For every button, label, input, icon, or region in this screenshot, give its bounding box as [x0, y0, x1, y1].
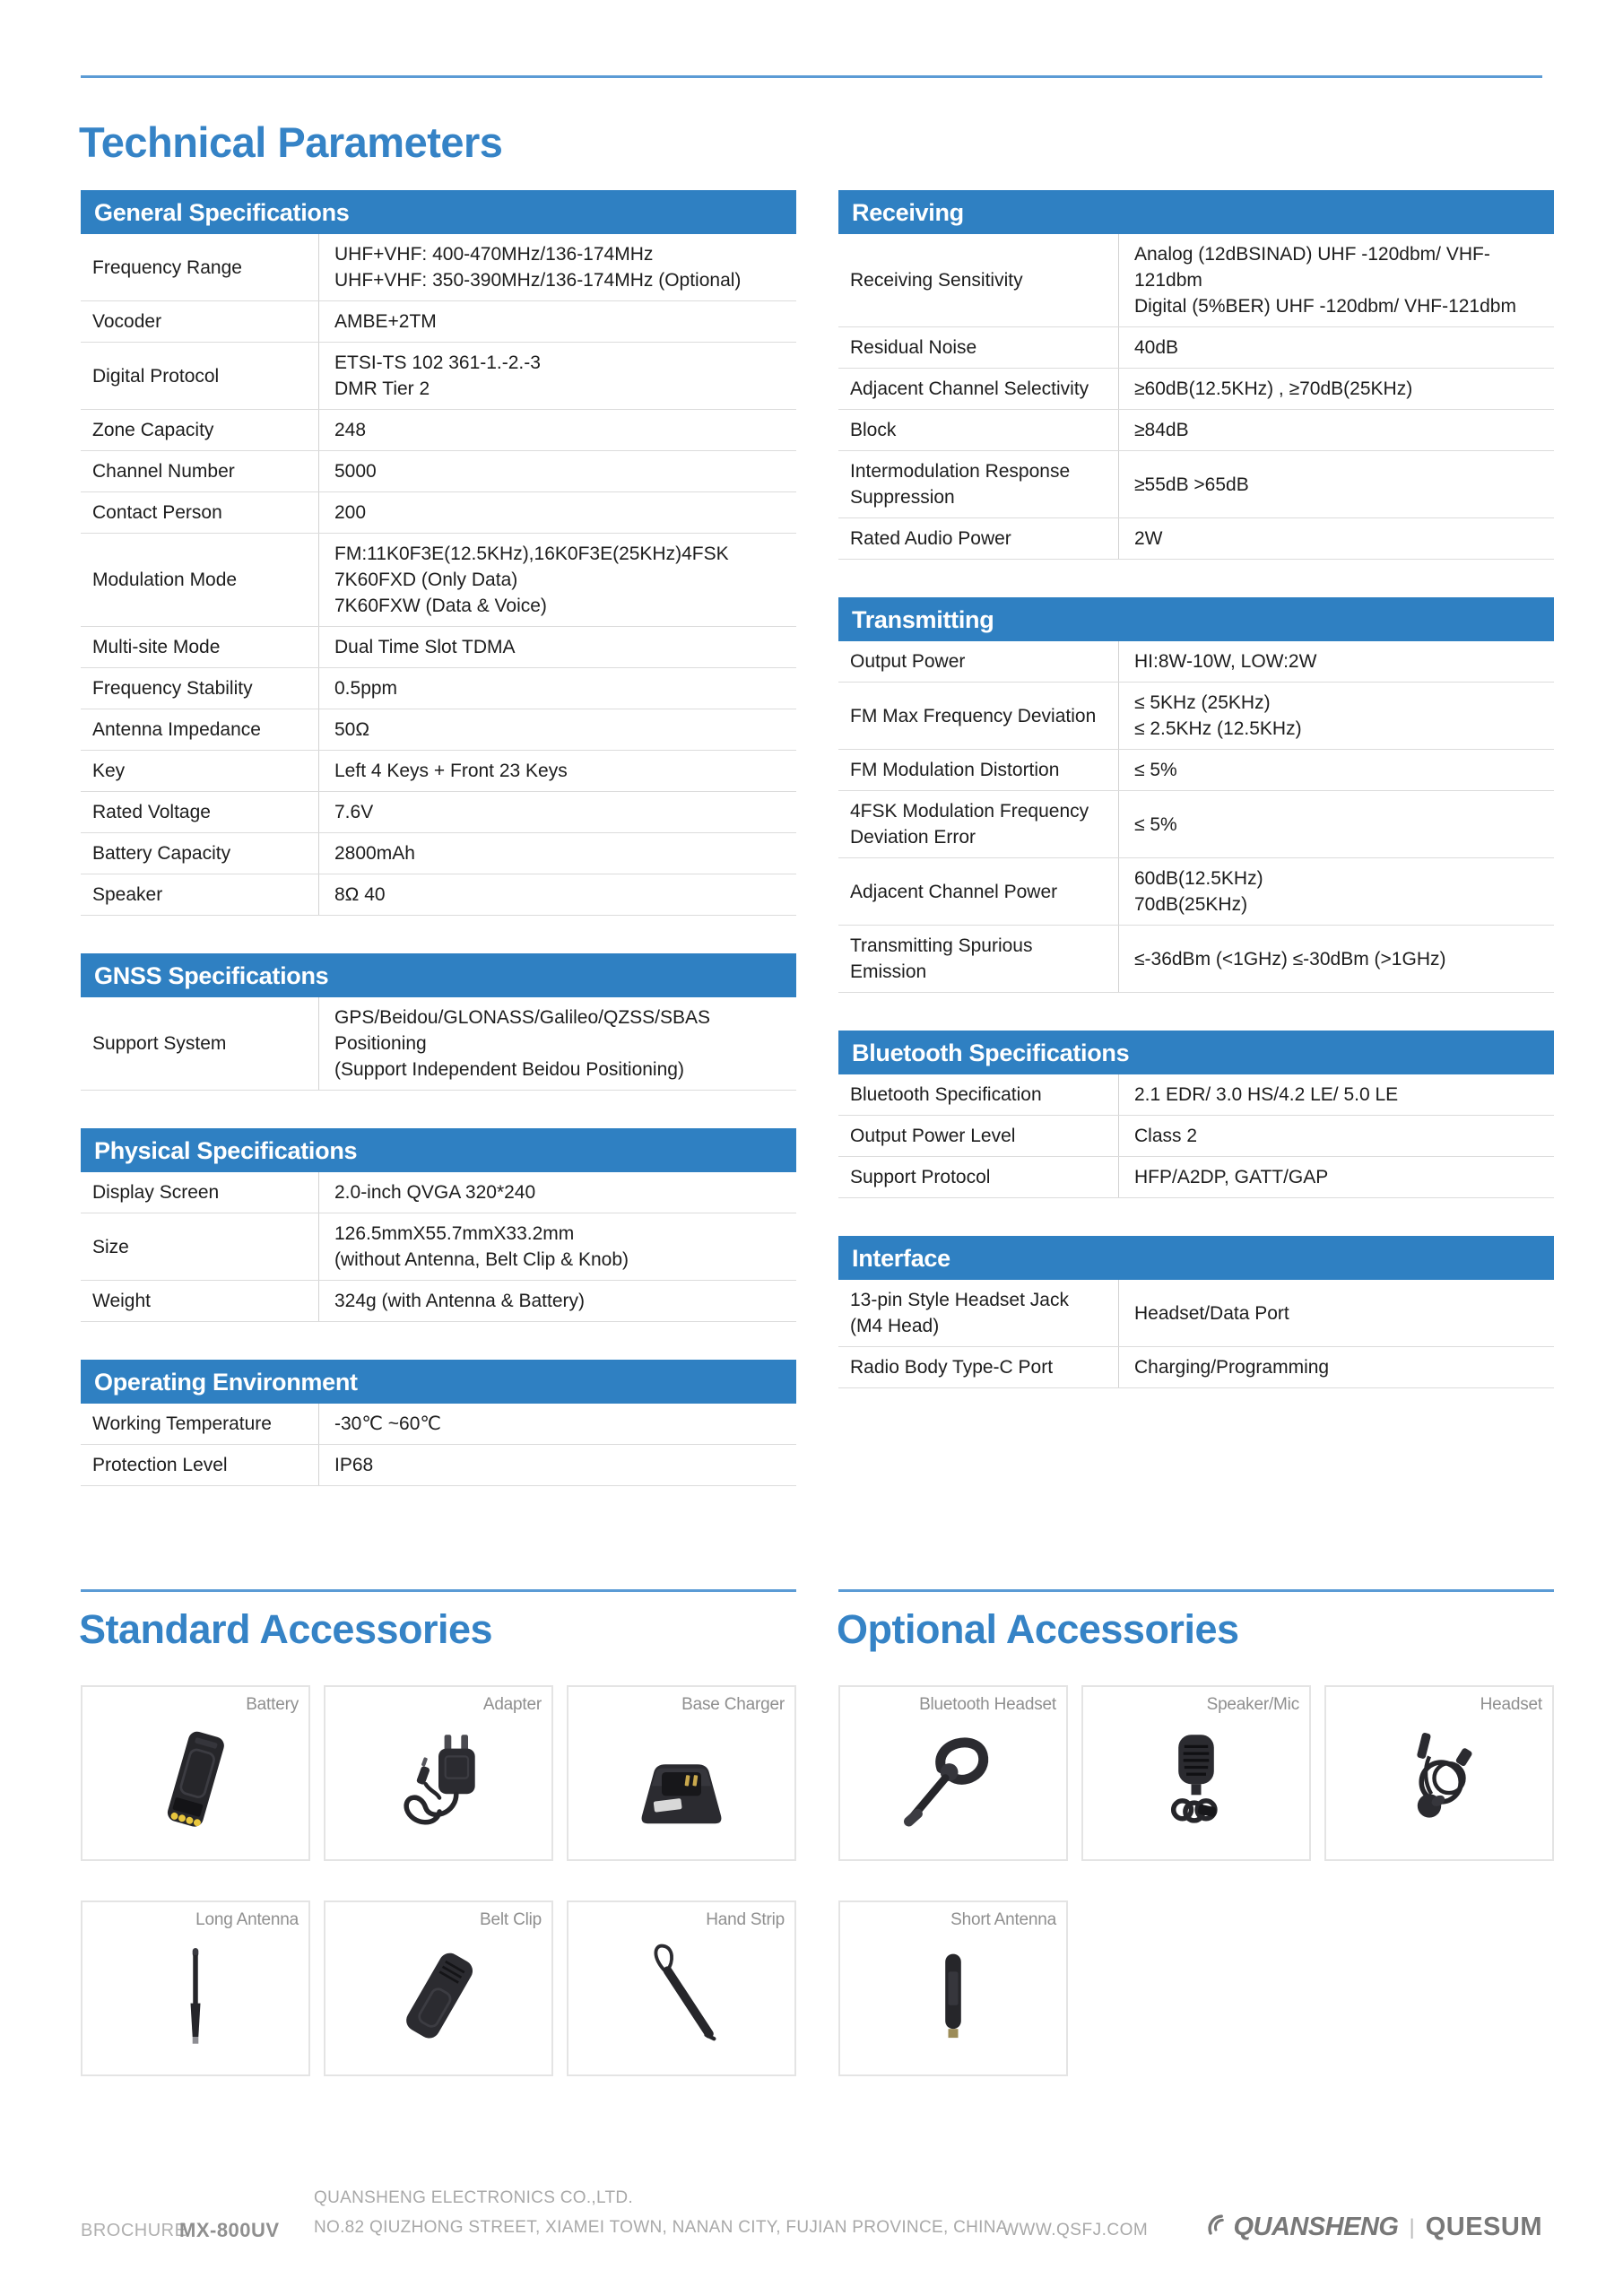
- accessory-label: Headset: [1480, 1695, 1542, 1714]
- spec-value-line: HFP/A2DP, GATT/GAP: [1134, 1167, 1329, 1187]
- spec-value-line: UHF+VHF: 350-390MHz/136-174MHz (Optional): [334, 270, 742, 291]
- accessory-card-belt-clip: [324, 1900, 553, 2076]
- spec-value-line: Digital (5%BER) UHF -120dbm/ VHF-121dbm: [1134, 296, 1516, 317]
- spec-value: [318, 751, 796, 791]
- spec-value-line: 7.6V: [334, 802, 374, 822]
- spec-value-line: DMR Tier 2: [334, 378, 430, 399]
- spec-label-line: Residual Noise: [850, 337, 977, 358]
- spec-row: [81, 234, 796, 301]
- website-url: WWW.QSFJ.COM: [1002, 2221, 1149, 2239]
- spec-row: [81, 451, 796, 492]
- spec-label: [81, 997, 318, 1090]
- spec-label-line: Deviation Error: [850, 827, 976, 848]
- spec-value: [318, 709, 796, 750]
- spec-value-line: HI:8W-10W, LOW:2W: [1134, 651, 1317, 672]
- spec-table: [81, 234, 796, 916]
- spec-value-line: 2800mAh: [334, 843, 415, 864]
- spec-table: [838, 1280, 1554, 1388]
- spec-label: [81, 668, 318, 709]
- brochure-label: BROCHURE: [81, 2221, 187, 2240]
- spec-label: [838, 234, 1118, 326]
- accessory-label: Adapter: [482, 1695, 542, 1714]
- spec-label-line: Multi-site Mode: [92, 637, 221, 657]
- spec-row: [81, 833, 796, 874]
- spec-label: [838, 683, 1118, 749]
- company-name: QUANSHENG ELECTRONICS CO.,LTD.: [314, 2188, 633, 2207]
- spec-value-line: 8Ω 40: [334, 884, 386, 905]
- spec-section-interface: [838, 1236, 1554, 1388]
- spec-value: [1118, 410, 1554, 450]
- spec-label-line: Frequency Stability: [92, 678, 253, 699]
- spec-label: [838, 369, 1118, 409]
- spec-row: [81, 410, 796, 451]
- spec-label-line: Battery Capacity: [92, 843, 231, 864]
- section-header: GNSS Specifications: [81, 953, 796, 997]
- spec-value: [1118, 750, 1554, 790]
- spec-row: [838, 1347, 1554, 1388]
- spec-value: [1118, 1116, 1554, 1156]
- spec-row: [81, 1404, 796, 1445]
- section-header: General Specifications: [81, 190, 796, 234]
- spec-label-line: Speaker: [92, 884, 163, 905]
- spec-label: [838, 1347, 1118, 1387]
- spec-label: [81, 833, 318, 874]
- brand-logos: [1202, 2212, 1542, 2243]
- spec-columns: [81, 190, 1554, 1524]
- spec-section-general-specifications: [81, 190, 796, 916]
- accessory-card-base-charger: [567, 1685, 796, 1861]
- spec-label-line: Suppression: [850, 487, 955, 508]
- spec-value: [1118, 1280, 1554, 1346]
- spec-row: [81, 1445, 796, 1486]
- spec-value: [1118, 369, 1554, 409]
- spec-label: [838, 410, 1118, 450]
- spec-value-line: ≤ 2.5KHz (12.5KHz): [1134, 718, 1302, 739]
- hand-strip-image: [568, 1924, 794, 2071]
- spec-label-line: Output Power: [850, 651, 966, 672]
- spec-value: [318, 492, 796, 533]
- spec-label: [81, 709, 318, 750]
- spec-value: [1118, 1157, 1554, 1197]
- spec-row: [81, 1172, 796, 1213]
- accessories-columns: [81, 1589, 1554, 2076]
- accessory-card-battery: [81, 1685, 310, 1861]
- spec-value-line: 40dB: [1134, 337, 1179, 358]
- spec-value-line: Left 4 Keys + Front 23 Keys: [334, 761, 568, 781]
- standard-accessories-section: [81, 1589, 796, 2076]
- spec-label: [81, 492, 318, 533]
- optional-accessories-section: [838, 1589, 1554, 2076]
- spec-value-line: 324g (with Antenna & Battery): [334, 1291, 585, 1311]
- spec-value-line: Class 2: [1134, 1126, 1198, 1146]
- spec-label-line: (M4 Head): [850, 1316, 940, 1336]
- accessory-card-short-antenna: [838, 1900, 1068, 2076]
- accessory-label: Short Antenna: [950, 1910, 1056, 1929]
- spec-label-line: Frequency Range: [92, 257, 242, 278]
- spec-value-line: ≤ 5%: [1134, 760, 1177, 780]
- spec-value-line: ≤ 5%: [1134, 813, 1177, 835]
- spec-label-line: Weight: [92, 1291, 151, 1311]
- spec-row: [838, 750, 1554, 791]
- spec-value: [318, 997, 796, 1090]
- spec-value-line: 5000: [334, 461, 377, 482]
- company-address: NO.82 QIUZHONG STREET, XIAMEI TOWN, NANAN CITY, FUJIAN PROVINCE, CHINA: [314, 2218, 1008, 2237]
- spec-label: [81, 1404, 318, 1444]
- spec-row: [838, 327, 1554, 369]
- spec-value: [318, 874, 796, 915]
- spec-value-line: 7K60FXD (Only Data): [334, 570, 518, 590]
- spec-section-gnss-specifications: [81, 953, 796, 1091]
- standard-accessories-grid: [81, 1685, 796, 2076]
- spec-label: [81, 627, 318, 667]
- spec-value: [1118, 641, 1554, 682]
- spec-section-operating-environment: [81, 1360, 796, 1486]
- spec-section-receiving: [838, 190, 1554, 560]
- accessory-label: Hand Strip: [706, 1910, 785, 1929]
- spec-label-line: Adjacent Channel Power: [850, 881, 1058, 902]
- spec-label: [81, 234, 318, 300]
- accessory-label: Speaker/Mic: [1206, 1695, 1299, 1714]
- accessory-card-speaker-mic: [1081, 1685, 1311, 1861]
- spec-label-line: Zone Capacity: [92, 420, 214, 440]
- spec-value: [1118, 926, 1554, 992]
- spec-label-line: Intermodulation Response: [850, 461, 1071, 482]
- spec-label-line: Rated Voltage: [92, 802, 211, 822]
- spec-row: [838, 791, 1554, 858]
- spec-value: [318, 1404, 796, 1444]
- accessory-card-bluetooth-headset: [838, 1685, 1068, 1861]
- spec-label-line: Support System: [92, 1033, 227, 1054]
- spec-value-line: FM:11K0F3E(12.5KHz),16K0F3E(25KHz)4FSK: [334, 544, 729, 564]
- spec-section-physical-specifications: [81, 1128, 796, 1322]
- spec-label: [81, 1172, 318, 1213]
- spec-value-line: 200: [334, 502, 367, 523]
- spec-value-line: UHF+VHF: 400-470MHz/136-174MHz: [334, 244, 654, 265]
- spec-value: [1118, 683, 1554, 749]
- spec-label: [81, 301, 318, 342]
- spec-label-line: Emission: [850, 961, 927, 982]
- spec-row: [81, 492, 796, 534]
- adapter-image: [325, 1709, 551, 1856]
- spec-value: [318, 627, 796, 667]
- spec-label: [838, 641, 1118, 682]
- spec-label: [81, 451, 318, 491]
- spec-value-line: ETSI-TS 102 361-1.-2.-3: [334, 352, 541, 373]
- spec-value: [318, 301, 796, 342]
- spec-value: [1118, 791, 1554, 857]
- spec-value-line: Dual Time Slot TDMA: [334, 637, 516, 657]
- spec-label: [838, 1157, 1118, 1197]
- spec-table: [81, 1172, 796, 1322]
- spec-label: [838, 791, 1118, 857]
- spec-row: [81, 301, 796, 343]
- spec-value: [318, 668, 796, 709]
- spec-value-line: AMBE+2TM: [334, 311, 437, 332]
- spec-value-line: 7K60FXW (Data & Voice): [334, 596, 547, 616]
- spec-label: [81, 343, 318, 409]
- spec-row: [838, 410, 1554, 451]
- spec-value: [318, 1281, 796, 1321]
- spec-value-line: ≥84dB: [1134, 420, 1189, 440]
- brand-separator: |: [1409, 2214, 1415, 2239]
- quesum-wordmark: QUESUM: [1425, 2213, 1542, 2241]
- spec-label-line: 13-pin Style Headset Jack: [850, 1290, 1069, 1310]
- page-footer: [81, 2187, 1542, 2267]
- spec-value-line: 2.1 EDR/ 3.0 HS/4.2 LE/ 5.0 LE: [1134, 1084, 1399, 1105]
- spec-row: [838, 369, 1554, 410]
- spec-value-line: ≤ 5KHz (25KHz): [1134, 692, 1271, 713]
- spec-table: [838, 1074, 1554, 1198]
- spec-label-line: 4FSK Modulation Frequency: [850, 801, 1089, 822]
- spec-value: [1118, 327, 1554, 368]
- spec-value-line: (without Antenna, Belt Clip & Knob): [334, 1249, 629, 1270]
- speaker-mic-image: [1083, 1709, 1309, 1856]
- spec-value-line: 2.0-inch QVGA 320*240: [334, 1182, 536, 1203]
- spec-label: [838, 750, 1118, 790]
- battery-image: [82, 1709, 308, 1856]
- spec-label-line: Modulation Mode: [92, 570, 238, 590]
- spec-label: [81, 751, 318, 791]
- spec-label: [81, 874, 318, 915]
- spec-label: [81, 1445, 318, 1485]
- spec-row: [81, 343, 796, 410]
- spec-table: [838, 234, 1554, 560]
- spec-value: [318, 792, 796, 832]
- spec-label-line: Radio Body Type-C Port: [850, 1357, 1054, 1378]
- spec-value: [1118, 234, 1554, 326]
- spec-label-line: Rated Audio Power: [850, 528, 1011, 549]
- spec-row: [81, 792, 796, 833]
- spec-value-line: (Support Independent Beidou Positioning): [334, 1059, 684, 1080]
- spec-row: [838, 451, 1554, 518]
- spec-value: [318, 410, 796, 450]
- spec-column-left: [81, 190, 796, 1524]
- section-header: Physical Specifications: [81, 1128, 796, 1172]
- short-antenna-image: [840, 1924, 1066, 2071]
- spec-label-line: Key: [92, 761, 126, 781]
- spec-label-line: Working Temperature: [92, 1413, 272, 1434]
- standard-accessories-rule: [81, 1589, 796, 1592]
- spec-value: [1118, 1074, 1554, 1115]
- spec-row: [81, 874, 796, 916]
- optional-accessories-title: Optional Accessories: [837, 1606, 1239, 1652]
- spec-label: [81, 792, 318, 832]
- spec-label-line: Support Protocol: [850, 1167, 991, 1187]
- spec-value-line: Headset/Data Port: [1134, 1302, 1289, 1324]
- spec-value: [1118, 451, 1554, 517]
- spec-value: [318, 1172, 796, 1213]
- spec-value-line: 2W: [1134, 528, 1163, 549]
- spec-value: [318, 343, 796, 409]
- quansheng-logo-icon: [1202, 2212, 1229, 2243]
- spec-label: [81, 1213, 318, 1280]
- base-charger-image: [568, 1709, 794, 1856]
- spec-label-line: Digital Protocol: [92, 365, 220, 387]
- top-divider-rule: [81, 75, 1542, 78]
- spec-label-line: Bluetooth Specification: [850, 1084, 1042, 1105]
- spec-value: [1118, 1347, 1554, 1387]
- spec-label: [838, 926, 1118, 992]
- spec-value: [318, 1445, 796, 1485]
- spec-label-line: Protection Level: [92, 1455, 228, 1475]
- spec-value-line: 60dB(12.5KHz): [1134, 868, 1263, 889]
- spec-value: [318, 534, 796, 626]
- spec-value: [1118, 518, 1554, 559]
- spec-label-line: FM Max Frequency Deviation: [850, 705, 1097, 726]
- spec-row: [838, 1280, 1554, 1347]
- spec-label-line: Block: [850, 420, 897, 440]
- headset-image: [1326, 1709, 1552, 1856]
- spec-table: [81, 1404, 796, 1486]
- spec-value-line: GPS/Beidou/GLONASS/Galileo/QZSS/SBAS Positioning: [334, 1007, 711, 1054]
- quansheng-wordmark: QUANSHENG: [1233, 2213, 1399, 2241]
- spec-value-line: 248: [334, 420, 367, 440]
- long-antenna-image: [82, 1924, 308, 2071]
- spec-label: [838, 1280, 1118, 1346]
- spec-label: [838, 451, 1118, 517]
- spec-label-line: Transmitting Spurious: [850, 935, 1033, 956]
- optional-accessories-rule: [838, 1589, 1554, 1592]
- spec-value-line: 0.5ppm: [334, 678, 398, 699]
- spec-value: [318, 451, 796, 491]
- spec-label-line: Channel Number: [92, 461, 235, 482]
- standard-accessories-title: Standard Accessories: [79, 1606, 493, 1652]
- belt-clip-image: [325, 1924, 551, 2071]
- spec-row: [838, 1157, 1554, 1198]
- spec-value-line: Analog (12dBSINAD) UHF -120dbm/ VHF-121dbm: [1134, 244, 1490, 291]
- spec-label: [838, 858, 1118, 925]
- page-title: Technical Parameters: [79, 118, 503, 167]
- spec-column-right: [838, 190, 1554, 1524]
- spec-label-line: Vocoder: [92, 311, 162, 332]
- accessory-label: Long Antenna: [195, 1910, 299, 1929]
- accessory-card-adapter: [324, 1685, 553, 1861]
- spec-value: [1118, 858, 1554, 925]
- spec-table: [81, 997, 796, 1091]
- spec-value-line: 50Ω: [334, 719, 370, 740]
- spec-row: [838, 518, 1554, 560]
- accessory-card-long-antenna: [81, 1900, 310, 2076]
- spec-label-line: FM Modulation Distortion: [850, 760, 1060, 780]
- accessory-card-hand-strip: [567, 1900, 796, 2076]
- accessory-label: Bluetooth Headset: [919, 1695, 1056, 1714]
- spec-value-line: IP68: [334, 1455, 374, 1475]
- spec-value-line: 70dB(25KHz): [1134, 894, 1248, 915]
- bluetooth-headset-image: [840, 1709, 1066, 1856]
- spec-value: [318, 833, 796, 874]
- spec-label-line: Receiving Sensitivity: [850, 270, 1023, 291]
- spec-row: [838, 683, 1554, 750]
- spec-value-line: ≥60dB(12.5KHz) , ≥70dB(25KHz): [1134, 378, 1413, 399]
- spec-row: [81, 534, 796, 627]
- spec-label: [838, 1074, 1118, 1115]
- accessory-label: Base Charger: [681, 1695, 785, 1714]
- spec-table: [838, 641, 1554, 993]
- spec-label: [81, 410, 318, 450]
- spec-row: [838, 858, 1554, 926]
- section-header: Operating Environment: [81, 1360, 796, 1404]
- spec-label-line: Output Power Level: [850, 1126, 1016, 1146]
- spec-label-line: Size: [92, 1236, 129, 1257]
- section-header: Interface: [838, 1236, 1554, 1280]
- spec-label: [838, 518, 1118, 559]
- spec-value-line: 126.5mmX55.7mmX33.2mm: [334, 1223, 575, 1244]
- spec-value: [318, 1213, 796, 1280]
- spec-row: [81, 627, 796, 668]
- spec-row: [838, 926, 1554, 993]
- spec-row: [81, 709, 796, 751]
- spec-value-line: ≤-36dBm (<1GHz) ≤-30dBm (>1GHz): [1134, 948, 1446, 970]
- spec-row: [838, 1074, 1554, 1116]
- spec-value-line: Charging/Programming: [1134, 1357, 1330, 1378]
- optional-accessories-grid: [838, 1685, 1554, 2076]
- spec-row: [81, 1281, 796, 1322]
- spec-row: [81, 1213, 796, 1281]
- spec-row: [838, 641, 1554, 683]
- spec-label: [81, 1281, 318, 1321]
- spec-label: [81, 534, 318, 626]
- spec-row: [81, 997, 796, 1091]
- spec-value: [318, 234, 796, 300]
- accessory-label: Battery: [246, 1695, 299, 1714]
- spec-row: [81, 751, 796, 792]
- brochure-model: MX-800UV: [179, 2219, 280, 2241]
- spec-label-line: Adjacent Channel Selectivity: [850, 378, 1089, 399]
- spec-section-transmitting: [838, 597, 1554, 993]
- spec-row: [81, 668, 796, 709]
- spec-value-line: ≥55dB >65dB: [1134, 474, 1249, 495]
- accessory-label: Belt Clip: [480, 1910, 542, 1929]
- spec-label: [838, 1116, 1118, 1156]
- section-header: Transmitting: [838, 597, 1554, 641]
- spec-label: [838, 327, 1118, 368]
- section-header: Receiving: [838, 190, 1554, 234]
- spec-row: [838, 1116, 1554, 1157]
- spec-label-line: Display Screen: [92, 1182, 220, 1203]
- spec-label-line: Antenna Impedance: [92, 719, 261, 740]
- section-header: Bluetooth Specifications: [838, 1031, 1554, 1074]
- spec-section-bluetooth-specifications: [838, 1031, 1554, 1198]
- spec-label-line: Contact Person: [92, 502, 222, 523]
- spec-value-line: -30℃ ~60℃: [334, 1413, 441, 1434]
- spec-row: [838, 234, 1554, 327]
- accessory-card-headset: [1324, 1685, 1554, 1861]
